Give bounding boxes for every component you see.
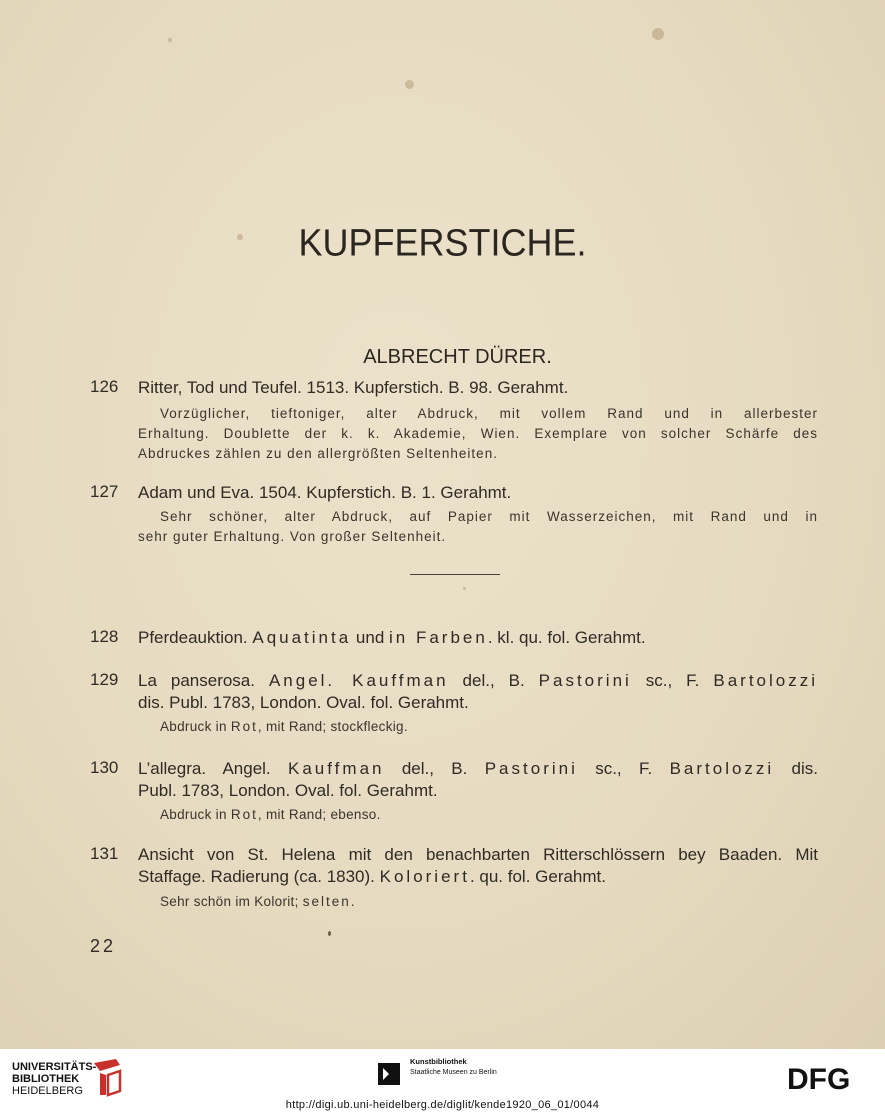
entry-number: 131	[90, 844, 119, 863]
entry-description: Abdruck in Rot, mit Rand; stockfleckig.	[160, 719, 408, 734]
section-title: ALBRECHT DÜRER.	[363, 346, 552, 368]
entry-number: 126	[90, 377, 119, 396]
kunstbibliothek-mark-icon	[378, 1063, 400, 1085]
entry-title-line: La panserosa. Angel. Kauffman del., B. Pastorini sc., F. Bartolozzi	[138, 671, 818, 690]
entry-number: 128	[90, 627, 119, 646]
description-line: Sehr schöner, alter Abdruck, auf Papier mit Wasserzeichen, mit Rand und in	[160, 509, 818, 524]
entry-title	[138, 758, 818, 802]
catalog-entry-129	[90, 670, 820, 740]
page-title: KUPFERSTICHE.	[298, 220, 587, 264]
source-url[interactable]: http://digi.ub.uni-heidelberg.de/diglit/kende1920_06_01/0044	[285, 1099, 600, 1111]
page-number: 22	[90, 936, 117, 956]
description-line: Abdruckes zählen zu den allergrößten Seltenheiten.	[138, 446, 498, 461]
entry-number: 127	[90, 482, 119, 501]
description-line: sehr guter Erhaltung. Von großer Seltenheit.	[138, 529, 447, 544]
description-line: Vorzüglicher, tieftoniger, alter Abdruck, mit vollem Rand und in allerbester	[160, 406, 818, 421]
entry-title-line: Staffage. Radierung (ca. 1830). Koloriert. qu. fol. Gerahmt.	[138, 867, 606, 886]
entry-title	[138, 670, 818, 714]
entry-description	[138, 507, 818, 547]
entry-description: Sehr schön im Kolorit; selten.	[160, 894, 355, 909]
entry-title-line: dis. Publ. 1783, London. Oval. fol. Gerahmt.	[138, 693, 469, 712]
catalog-entry-127	[90, 482, 820, 552]
dfg-logo: DFG	[787, 1063, 851, 1096]
paper-speck	[405, 80, 414, 89]
entry-title-line: L’allegra. Angel. Kauffman del., B. Pastorini sc., F. Bartolozzi dis.	[138, 759, 819, 778]
entry-title-line: Publ. 1783, London. Oval. fol. Gerahmt.	[138, 781, 438, 800]
catalog-entry-130	[90, 758, 820, 828]
paper-speck	[463, 587, 466, 590]
catalog-entry-126	[90, 377, 820, 467]
kunstbibliothek-logo: Kunstbibliothek Staatliche Museen zu Berlin	[410, 1057, 497, 1076]
entry-title	[138, 844, 818, 888]
entry-description	[138, 404, 818, 464]
catalog-entry-131	[90, 844, 820, 914]
paper-speck	[652, 28, 664, 40]
entry-description: Abdruck in Rot, mit Rand; ebenso.	[160, 807, 381, 822]
entry-title-text: Adam und Eva. 1504. Kupferstich. B. 1. Gerahmt.	[138, 483, 512, 502]
ub-heidelberg-logo: UNIVERSITÄTS- BIBLIOTHEK HEIDELBERG	[12, 1061, 97, 1097]
entry-number: 130	[90, 758, 119, 777]
entry-title-line: Ansicht von St. Helena mit den benachbarten Ritterschlössern bey Baaden. Mit	[138, 845, 818, 864]
footer-bar	[0, 1049, 885, 1114]
paper-speck	[168, 38, 172, 42]
ub-heidelberg-mark-icon	[90, 1057, 124, 1097]
paper-speck	[328, 931, 331, 936]
entry-title: Pferdeauktion. Aquatinta und in Farben. kl. qu. fol. Gerahmt.	[138, 628, 646, 647]
catalog-entry-128	[90, 627, 820, 651]
entry-title	[138, 482, 818, 504]
section-divider	[410, 574, 500, 575]
entry-title	[138, 377, 818, 399]
entry-title-text: Ritter, Tod und Teufel. 1513. Kupferstich. B. 98. Gerahmt.	[138, 378, 569, 397]
entry-number: 129	[90, 670, 119, 689]
description-line: Erhaltung. Doublette der k. k. Akademie, Wien. Exemplare von solcher Schärfe des	[138, 426, 818, 441]
